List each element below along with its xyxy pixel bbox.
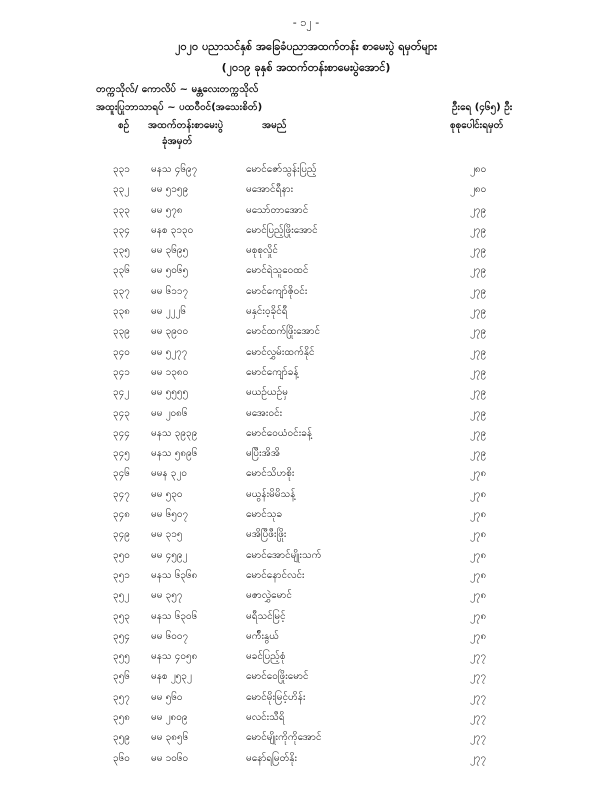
row-roll: မမ ၁၀၆၀ <box>151 752 189 764</box>
row-no: ၃၃၃ <box>113 204 130 216</box>
row-roll: မမ ၃၈၅၆ <box>151 732 189 744</box>
table-row <box>0 345 612 365</box>
row-no: ၃၄၉ <box>113 529 130 541</box>
subject-label: အထူးပြုဘာသာရပ် ~ ပထဝီဝင်(အသေးစိတ်) <box>96 102 263 113</box>
table-row <box>0 182 612 202</box>
row-name: မအောင်ရီနား <box>246 184 294 196</box>
table-row <box>0 466 612 486</box>
row-no: ၃၅၀ <box>113 549 130 561</box>
table-row <box>0 649 612 669</box>
row-marks: ၂၇၈ <box>470 569 487 581</box>
row-name: မောင်ဝေယံဝင်းခန့် <box>246 427 313 439</box>
row-roll: မနစ ၂၅၃၂ <box>151 671 192 683</box>
table-row <box>0 426 612 446</box>
row-no: ၃၃၉ <box>113 326 130 338</box>
row-name: မအေးဝင်း <box>246 407 283 419</box>
row-no: ၃၄၀ <box>113 346 130 358</box>
row-no: ၃၄၅ <box>113 448 130 460</box>
row-name: မခင်ပြည့်စုံ <box>246 651 286 663</box>
row-name: မောင်အောင်မျိုးသက် <box>246 549 322 561</box>
row-marks: ၂၇၉ <box>470 265 487 277</box>
row-name: မောင်ပြည့်ဖြိုးအောင် <box>246 224 318 236</box>
row-no: ၃၅၇ <box>113 691 130 703</box>
row-marks: ၂၇၇ <box>470 752 487 764</box>
row-marks: ၂၇၈ <box>470 549 487 561</box>
row-name: မောင်ဝေဖြိုးမောင် <box>246 671 309 683</box>
row-no: ၃၅၂ <box>113 590 130 602</box>
page-number: - ၁၂ - <box>292 16 320 29</box>
row-roll: မမ ၆၀၀၇ <box>151 630 189 642</box>
row-no: ၃၄၁ <box>113 366 130 378</box>
table-row <box>0 629 612 649</box>
row-roll: မမ ၆၅၀၇ <box>151 509 189 521</box>
row-marks: ၂၈၀ <box>470 184 487 196</box>
row-roll: မမ ၂၂၂၆ <box>151 306 186 318</box>
document-title: ၂၀၂၀ ပညာသင်နှစ် အခြေခံပညာအထက်တန်း စာမေးပွဲ ရမှတ်များ <box>175 40 437 53</box>
row-roll: မမ ၅၀၆၅ <box>151 265 189 277</box>
row-name: မစုစုလှိုင် <box>246 245 278 257</box>
row-name: မောင်နောင်လင်း <box>246 569 305 581</box>
row-name: မရီသင်မြင့် <box>246 610 286 622</box>
row-roll: မမ ၅၃၀ <box>151 488 183 500</box>
row-marks: ၂၇၉ <box>470 306 487 318</box>
row-marks: ၂၇၉ <box>470 204 487 216</box>
row-no: ၃၅၅ <box>113 651 130 663</box>
document-subtitle: (၂၀၁၉ ခုနှစ် အထက်တန်းစာမေးပွဲအောင်) <box>221 61 391 74</box>
row-no: ၃၃၆ <box>113 265 130 277</box>
row-no: ၃၅၃ <box>113 610 130 622</box>
row-no: ၃၅၆ <box>113 671 130 683</box>
row-marks: ၂၇၉ <box>470 326 487 338</box>
row-marks: ၂၇၇ <box>470 671 487 683</box>
results-table <box>0 162 612 771</box>
row-marks: ၂၇၈ <box>470 509 487 521</box>
row-roll: မနသ ၃၉၃၉ <box>151 427 198 439</box>
row-roll: မနသ ၄၀၅၈ <box>151 651 198 663</box>
university-label: တက္ကသိုလ်/ ကောလိပ် ~ မန္တလေးတက္ကသိုလ် <box>96 84 259 95</box>
row-name: မောင်ကျော်ဇိုဝင်း <box>246 285 308 297</box>
row-name: မောင်ကျော်ခန့် <box>246 366 299 378</box>
count-label: ဦးရေ (၄၆၅) ဦး <box>452 102 513 113</box>
row-marks: ၂၇၉ <box>470 224 487 236</box>
row-name: မက်ီးနွယ် <box>246 630 279 642</box>
row-marks: ၂၇၉ <box>470 427 487 439</box>
row-marks: ၂၇၇ <box>470 732 487 744</box>
row-no: ၃၃၅ <box>113 245 130 257</box>
row-no: ၃၄၂ <box>113 387 130 399</box>
row-no: ၃၅၉ <box>113 732 130 744</box>
row-roll: မမ ၃၆၉၅ <box>151 245 189 257</box>
table-row <box>0 263 612 283</box>
row-no: ၃၄၈ <box>113 509 130 521</box>
row-name: မပြီးအိအိ <box>246 448 280 460</box>
row-marks: ၂၇၉ <box>470 346 487 358</box>
header-no: စဉ် <box>118 120 130 131</box>
row-marks: ၂၈၀ <box>470 164 487 175</box>
row-no: ၃၅၈ <box>113 712 130 724</box>
row-name: မောင်သိဟစိုး <box>246 468 295 480</box>
row-roll: မမ ၃၅၇ <box>151 590 183 602</box>
table-row <box>0 223 612 243</box>
row-marks: ၂၇၉ <box>470 387 487 399</box>
header-roll: အထက်တန်းစာမေးပွဲ <box>148 120 224 131</box>
row-roll: မနသ ၆၃၀၆ <box>151 610 198 622</box>
row-marks: ၂၇၈ <box>470 488 487 500</box>
table-row <box>0 568 612 588</box>
row-roll: မမ ၅၅၅၅ <box>151 387 189 399</box>
row-marks: ၂၇၈ <box>470 468 487 480</box>
table-row <box>0 507 612 527</box>
table-row <box>0 304 612 324</box>
table-row <box>0 324 612 344</box>
row-marks: ၂၇၇ <box>470 691 487 703</box>
row-roll: မနသ ၄၆၉၇ <box>151 164 198 175</box>
row-roll: မမ ၅၆၀ <box>151 691 183 703</box>
row-roll: မမန ၃၂၀ <box>151 468 187 480</box>
table-row <box>0 548 612 568</box>
table-row <box>0 385 612 405</box>
row-name: မယွန်းမိမိသန့် <box>246 488 296 500</box>
row-name: မအိပြီဖီးဖြိုး <box>246 529 287 541</box>
table-row <box>0 406 612 426</box>
row-no: ၃၃၂ <box>113 184 130 196</box>
row-roll: မမ ၅၇၈ <box>151 204 183 216</box>
row-name: မဇာလွှဲမောင် <box>246 590 292 602</box>
row-name: မောင်မျိုးကိုကိုအောင် <box>246 732 322 744</box>
row-marks: ၂၇၈ <box>470 610 487 622</box>
table-row <box>0 588 612 608</box>
table-row <box>0 243 612 263</box>
table-row <box>0 751 612 771</box>
row-roll: မမ ၃၁၅ <box>151 529 183 541</box>
table-row <box>0 487 612 507</box>
table-row <box>0 690 612 710</box>
table-row <box>0 446 612 466</box>
row-roll: မမ ၁၃၈၀ <box>151 366 189 378</box>
row-roll: မမ ၅၁၅၉ <box>151 184 189 196</box>
row-name: မနှင်းဝ့ခိုင်ရီ <box>246 306 288 318</box>
table-row <box>0 527 612 547</box>
row-roll: မနစ ၃၁၃၀ <box>151 224 194 236</box>
row-marks: ၂၇၉ <box>470 366 487 378</box>
row-marks: ၂၇၇ <box>470 651 487 663</box>
table-row <box>0 365 612 385</box>
row-marks: ၂၇၉ <box>470 407 487 419</box>
table-row <box>0 162 612 182</box>
row-marks: ၂၇၈ <box>470 590 487 602</box>
row-no: ၃၄၃ <box>113 407 130 419</box>
row-roll: မနသ ၆၃၆၈ <box>151 569 198 581</box>
row-marks: ၂၇၉ <box>470 245 487 257</box>
row-name: မနော်ရမြတ်နိုး <box>246 752 298 764</box>
row-name: မလင်းသီရိ <box>246 712 285 724</box>
row-no: ၃၄၇ <box>113 488 130 500</box>
row-no: ၃၆၀ <box>113 752 130 764</box>
row-name: မောင်ထက်ဖြိုးအောင် <box>246 326 321 338</box>
row-no: ၃၄၆ <box>113 468 130 480</box>
table-row <box>0 669 612 689</box>
row-roll: မနသ ၅၈၉၆ <box>151 448 198 460</box>
table-row <box>0 730 612 750</box>
row-no: ၃၃၇ <box>113 285 130 297</box>
row-roll: မမ ၅၂၇၇ <box>151 346 188 358</box>
row-name: မောင်လွှမ်းထက်နိုင် <box>246 346 315 358</box>
row-no: ၃၅၄ <box>113 630 130 642</box>
row-marks: ၂၇၉ <box>470 285 487 297</box>
row-no: ၃၃၁ <box>113 164 130 175</box>
row-marks: ၂၇၇ <box>470 712 487 724</box>
row-roll: မမ ၂၀၈၆ <box>151 407 188 419</box>
header-name: အမည် <box>262 120 287 131</box>
row-no: ၃၅၁ <box>113 569 130 581</box>
row-name: မောင်မိုးမြင့်ဟိန်း <box>246 691 306 703</box>
row-roll: မမ ၃၉၀၀ <box>151 326 189 338</box>
header-marks: စုစုပေါင်းရမှတ် <box>450 120 504 131</box>
row-roll: မမ ၆၁၁၇ <box>151 285 189 297</box>
row-name: မသော်တာအောင် <box>246 204 309 216</box>
row-name: မောင်ဇော်သွန်းပြည့် <box>246 164 317 175</box>
row-marks: ၂၇၈ <box>470 529 487 541</box>
table-row <box>0 284 612 304</box>
row-no: ၃၃၄ <box>113 224 130 236</box>
row-roll: မမ ၂၈၀၉ <box>151 712 188 724</box>
table-row <box>0 710 612 730</box>
row-marks: ၂၇၉ <box>470 448 487 460</box>
row-roll: မမ ၄၅၉၂ <box>151 549 188 561</box>
row-no: ၃၄၄ <box>113 427 130 439</box>
table-row <box>0 203 612 223</box>
row-name: မယဉ်ယဉ်မှ <box>246 387 288 399</box>
row-name: မောင်ရဲသူဝေထင် <box>246 265 309 277</box>
header-roll-line2: ခုံအမှတ် <box>162 136 193 147</box>
table-row <box>0 609 612 629</box>
row-name: မောင်သုခ <box>246 509 283 521</box>
row-marks: ၂၇၈ <box>470 630 487 642</box>
row-no: ၃၃၈ <box>113 306 130 318</box>
